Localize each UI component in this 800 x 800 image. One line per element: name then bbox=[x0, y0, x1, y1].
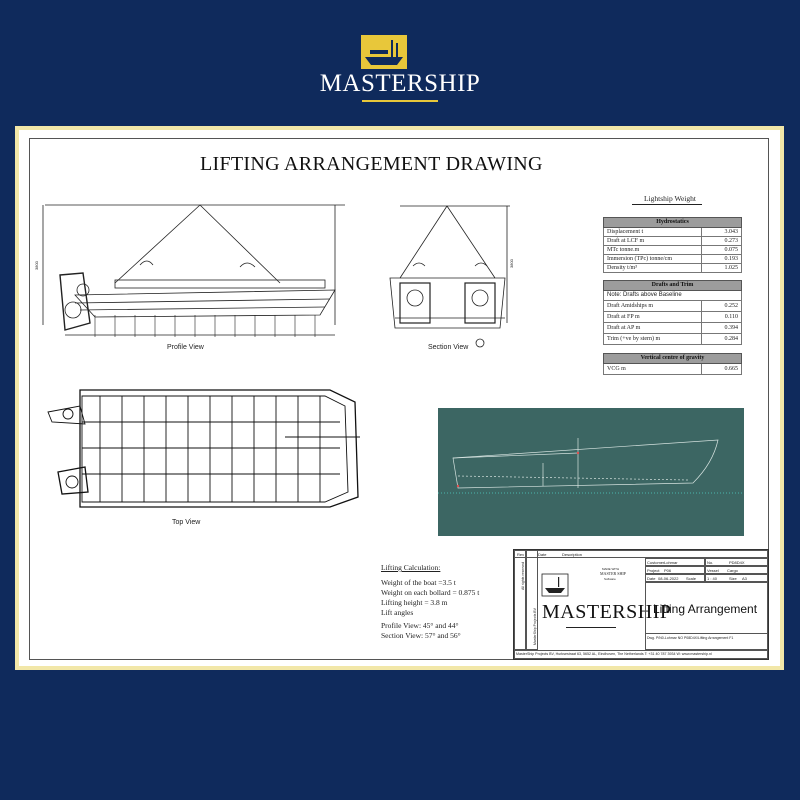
hull-3d-render bbox=[438, 408, 744, 536]
titleblock-brand-underline bbox=[566, 627, 616, 628]
hydrostatics-heading: Hydrostatics bbox=[603, 217, 742, 228]
table-row: MTc tonne.m 0.075 bbox=[603, 246, 742, 255]
lifting-calculation bbox=[381, 563, 479, 641]
scale-value: 1 : 40 bbox=[707, 576, 718, 581]
customer-value: Lohmar bbox=[664, 560, 678, 565]
no-label: No. bbox=[707, 560, 714, 565]
date-label: Date bbox=[647, 576, 656, 581]
drafts-table bbox=[603, 280, 742, 345]
rights-text: All rights reserved bbox=[521, 561, 525, 590]
software-label: Software bbox=[604, 577, 616, 581]
table-row: Displacement t 3.043 bbox=[603, 228, 742, 237]
calc-line: Lifting height = 3.8 m bbox=[381, 598, 448, 607]
top-view-label: Top View bbox=[172, 519, 201, 526]
section-view-drawing bbox=[385, 198, 520, 363]
vcg-table bbox=[603, 353, 742, 375]
brand-logo-text: MASTERSHIP bbox=[319, 70, 481, 97]
table-row: Trim (+ve by stern) m 0.284 bbox=[603, 334, 742, 345]
lightship-title-underline bbox=[632, 204, 702, 205]
profile-view-label: Profile View bbox=[167, 344, 204, 351]
calc-line: Weight of the boat =3.5 t bbox=[381, 578, 456, 587]
calc-line: Weight on each bollard = 0.875 t bbox=[381, 588, 480, 597]
hull-3d-drawing bbox=[438, 408, 744, 536]
table-row: Immersion (TPc) tonne/cm 0.193 bbox=[603, 255, 742, 264]
date-value: 08-06-2022 bbox=[658, 576, 679, 581]
table-row: Draft at FP m 0.110 bbox=[603, 312, 742, 323]
drafts-heading: Drafts and Trim bbox=[603, 280, 742, 291]
scale-label: Scale bbox=[686, 576, 697, 581]
vessel-label: Vessel bbox=[707, 568, 719, 573]
top-view-drawing bbox=[40, 382, 370, 517]
calc-heading: Lifting Calculation: bbox=[381, 563, 441, 572]
section-view-label: Section View bbox=[428, 344, 469, 351]
profile-view-drawing bbox=[35, 195, 370, 355]
size-value: A3 bbox=[742, 576, 747, 581]
software-brand: MASTER SHIP bbox=[600, 571, 626, 576]
table-row: Draft Amidships m 0.252 bbox=[603, 301, 742, 312]
drawing-title: LIFTING ARRANGEMENT DRAWING bbox=[200, 153, 543, 175]
table-row: Density t/m³ 1.025 bbox=[603, 264, 742, 273]
vcg-heading: Vertical centre of gravity bbox=[603, 353, 742, 364]
brand-underline bbox=[362, 100, 438, 102]
titleblock-logo-icon bbox=[542, 574, 568, 596]
calc-line: Section View: 57° and 56° bbox=[381, 631, 461, 640]
table-row: Draft at AP m 0.394 bbox=[603, 323, 742, 334]
profile-height-label: 3800 bbox=[34, 261, 39, 270]
size-label: Size bbox=[729, 576, 737, 581]
header-rev: Rev bbox=[517, 552, 525, 557]
header-description: Description bbox=[562, 552, 583, 557]
title-block bbox=[513, 549, 769, 660]
titleblock-brand: MASTERSHIP bbox=[542, 601, 672, 623]
customer-label: Customer bbox=[647, 560, 665, 565]
dwg-number: Dwg. P/N0-Lohmar NO P08D4X/Lifting Arrangement F1 bbox=[647, 636, 734, 640]
project-label: Project bbox=[647, 568, 660, 573]
header-date: Date bbox=[538, 552, 547, 557]
table-row: Draft at LCF m 0.273 bbox=[603, 237, 742, 246]
vessel-value: Cargo bbox=[727, 568, 738, 573]
hydrostatics-table bbox=[603, 217, 742, 273]
table-row: VCG m 0.665 bbox=[603, 364, 742, 375]
titleblock-drawing-title: Lifting Arrangement bbox=[653, 602, 758, 616]
calc-line: Profile View: 45° and 44° bbox=[381, 621, 459, 630]
section-height-label: 3800 bbox=[509, 259, 514, 268]
copyright-text: MasterShip Projects BV bbox=[533, 608, 537, 645]
mastership-logo-icon bbox=[361, 35, 407, 69]
made-with-text: MADE WITH bbox=[602, 567, 620, 571]
address-text: MasterShip Projects BV, Hurksestraat 63, 5652 AL, Eindhoven, The Netherlands T: +31 40 787 3934 W: www.mastership.nl bbox=[516, 652, 712, 656]
calc-line: Lift angles bbox=[381, 608, 414, 617]
project-value: P06 bbox=[664, 568, 672, 573]
lightship-title: Lightship Weight bbox=[644, 194, 696, 203]
drafts-note: Note: Drafts above Baseline bbox=[603, 291, 742, 301]
no-value: PD8D4X bbox=[729, 560, 745, 565]
